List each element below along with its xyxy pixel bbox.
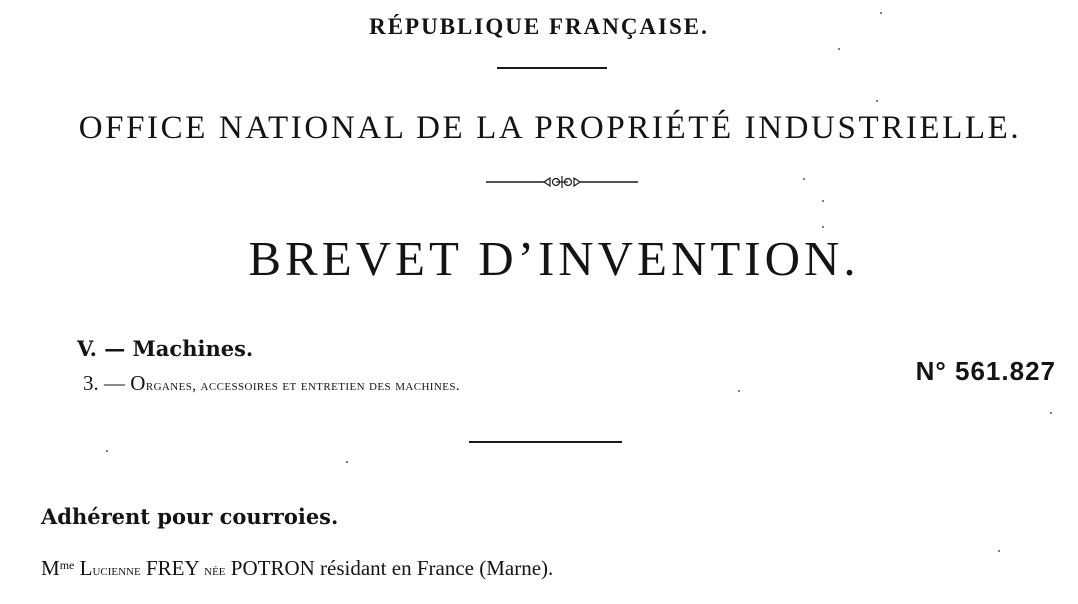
office-heading: OFFICE NATIONAL DE LA PROPRIÉTÉ INDUSTRIELLE. [78,110,1022,146]
inventor-prefix-sup: me [59,558,75,572]
subclass-number: 3. — [83,371,125,395]
scan-speck [346,461,348,463]
scan-speck [998,550,1000,552]
inventor-prefix: M [41,556,60,580]
inventor-maiden-name: POTRON [230,556,315,580]
inventor-first-name [79,556,141,580]
inventor-first-initial: L [79,556,93,580]
scan-speck [822,200,824,202]
divider-rule-2 [469,441,622,443]
subclass-rest: rganes, accessoires et entretien des machines. [145,378,460,394]
inventor-surname: FREY [145,556,199,580]
scan-speck [822,226,824,228]
scan-speck [838,48,840,50]
inventor-first-rest: ucienne [92,562,141,579]
class-label: V. — Machines. [77,336,254,361]
inventor-nee: née [204,562,226,579]
scan-speck [1050,412,1052,414]
scan-speck [880,12,882,14]
divider-rule [497,67,607,69]
republic-heading: RÉPUBLIQUE FRANÇAISE. [369,14,709,39]
scan-speck [738,390,740,392]
scan-speck [876,100,878,102]
subclass-line [83,371,460,396]
patent-title: Adhérent pour courroies. [41,504,339,529]
scan-speck [106,450,108,452]
scan-speck [803,178,805,180]
subclass-text [130,371,460,395]
inventor-line [41,556,553,581]
ornament-divider [486,172,638,192]
document-type-heading: BREVET D’INVENTION. [248,231,860,286]
patent-number: N° 561.827 [915,356,1056,386]
inventor-residence: résidant en France (Marne). [320,556,554,580]
subclass-first-letter: O [130,371,146,395]
